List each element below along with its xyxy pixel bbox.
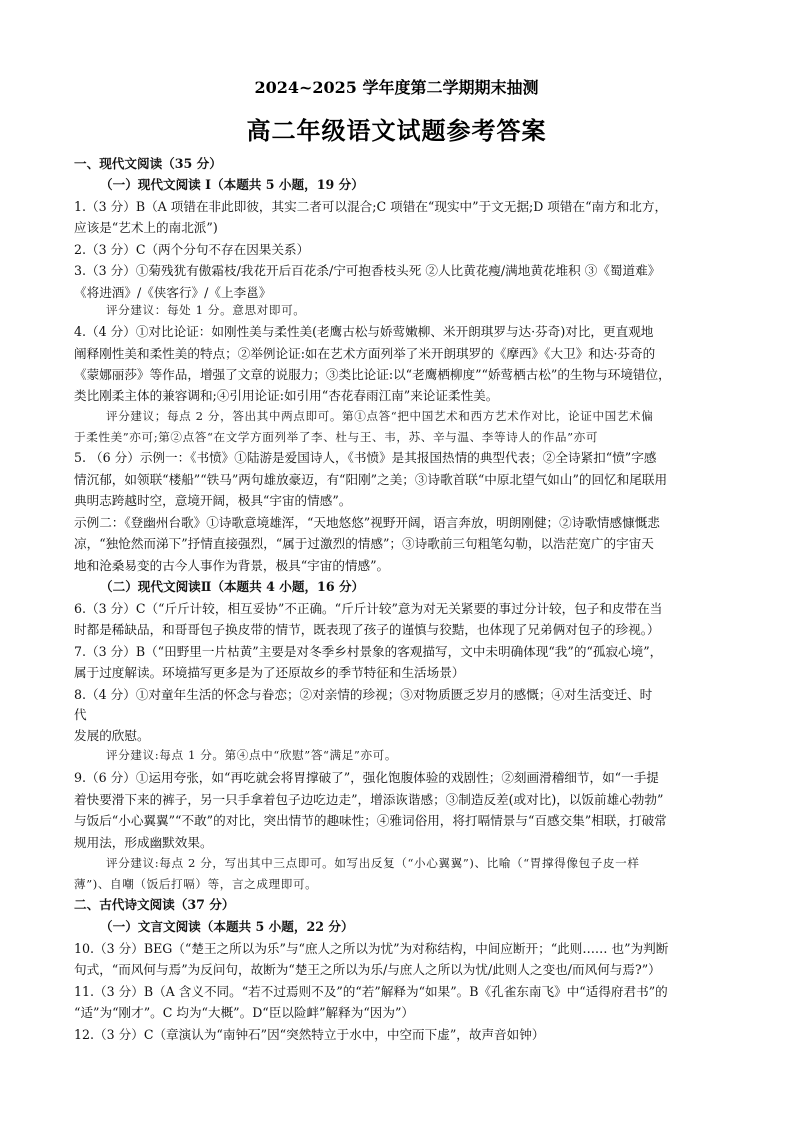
answer-line: 地和沧桑易变的古今人事作为背景，极具“宇宙的情感”。 (74, 558, 390, 573)
answer-line: 1.（3 分）B（A 项错在非此即彼，其实二者可以混合;C 项错在“现实中”于文无据;D 项错在“南方和北方， (74, 199, 668, 214)
subsection-heading: （一）文言文阅读（本题共 5 小题，22 分） (100, 919, 354, 934)
answer-line: 典明志跨越时空，意境开阔，极具“宇宙的情感”。 (74, 493, 352, 508)
answer-line: 示例二：《登幽州台歌》①诗歌意境雄浑，“天地悠悠”视野开阔，语言奔放，明朗刚健；②诗歌情感慷慨悲 (74, 515, 660, 530)
scoring-note: 评分建议:每点 1 分。第④点中“欣慰”答“满足”亦可。 (106, 748, 398, 762)
scoring-note: 评分建议；每点 2 分，答出其中两点即可。第①点答“把中国艺术和西方艺术作对比，论证中国艺术偏 (106, 409, 654, 423)
answer-line: 规用法，形成幽默效果。 (74, 835, 213, 850)
answer-line: 凉，“独怆然而涕下”抒情直接强烈，“属于过激烈的情感”；③诗歌前三句粗笔勾勒，以浩茫宽广的宇宙天 (74, 536, 654, 551)
exam-title: 2024~2025 学年度第二学期期末抽测 (254, 78, 539, 97)
answer-line: 3.（3 分）①菊残犹有傲霜枝/我花开后百花杀/宁可抱香枝头死 ②人比黄花瘦/满地黄花堆积 ③《蜀道难》 (74, 263, 661, 278)
answer-line: 代 (74, 707, 87, 722)
answer-line: 10.（3 分）BEG（“楚王之所以为乐”与“庶人之所以为忧”为对称结构，中间应断开；“此则…… 也”为判断 (74, 941, 669, 956)
answer-line: 《将进酒》/《侠客行》/《上李邕》 (74, 285, 272, 300)
answer-line: 7.（3 分）B（“田野里一片枯黄”主要是对冬季乡村景象的客观描写，文中未明确体现“我”的“孤寂心境”， (74, 644, 663, 659)
answer-line: 2.（3 分）C（两个分句不存在因果关系） (74, 242, 310, 257)
answer-line: 时都是稀缺品，和哥哥包子换皮带的情节，既表现了孩子的谨慎与狡黠，也体现了兄弟俩对包子的珍视。） (74, 622, 660, 637)
answer-line: 属于过度解读。环境描写更多是为了还原故乡的季节特征和生活场景） (74, 665, 465, 680)
subsection-heading: （一）现代文阅读 I（本题共 5 小题，19 分） (100, 177, 364, 192)
answer-line: 4.（4 分）①对比论证：如刚性美与柔性美(老鹰古松与娇莺嫩柳、米开朗琪罗与达·芬奇)对比，更直观地 (74, 324, 654, 339)
answer-line: 11.（3 分）B（A 含义不同。“若不过焉则不及”的“若”解释为“如果”。B《孔雀东南飞》中“适得府君书”的 (74, 984, 668, 999)
scoring-note: 评分建议:每点 2 分，写出其中三点即可。如写出反复（“小心翼翼”)、比喻（“胃撑得像包子皮一样 (106, 856, 640, 870)
answer-line: 8.（4 分）①对童年生活的怀念与眷恋；②对亲情的珍视；③对物质匮乏岁月的感慨；④对生活变迁、时 (74, 687, 653, 702)
answer-line: 9.（6 分）①运用夸张，如“再吃就会将胃撑破了”，强化饱腹体验的戏剧性；②刻画滑稽细节，如“一手提 (74, 770, 659, 785)
answer-key-title: 高二年级语文试题参考答案 (246, 116, 547, 145)
scoring-note: 评分建议：每处 1 分。意思对即可。 (106, 303, 306, 317)
answer-line: 发展的欣慰。 (74, 728, 150, 743)
answer-line: 5. （6 分）示例一：《书愤》①陆游是爱国诗人，《书愤》是其报国热情的典型代表；②全诗紧扣“愤”字感 (74, 450, 657, 465)
answer-line: 着快要滑下来的裤子，另一只手拿着包子边吃边走”，增添诙谐感；③制造反差(或对比)，以饭前雄心勃勃” (74, 792, 664, 807)
section-heading: 一、现代文阅读（35 分） (74, 156, 222, 171)
answer-line: 6.（3 分）C（“斤斤计较，相互妥协”不正确。“斤斤计较”意为对无关紧要的事过分计较，包子和皮带在当 (74, 601, 663, 616)
subsection-heading: （二）现代文阅读Ⅱ（本题共 4 小题，16 分） (100, 579, 365, 594)
answer-line: 类比刚柔主体的兼容调和;④引用论证:如引用“杏花春雨江南”来论证柔性美。 (74, 388, 499, 403)
answer-line: 阐释刚性美和柔性美的特点；②举例论证:如在艺术方面列举了米开朗琪罗的《摩西》《大卫》和达·芬奇的 (74, 346, 656, 361)
scoring-note: 于柔性美”亦可;第②点答“在文学方面列举了李、杜与王、韦，苏、辛与温、李等诗人的作品”亦可 (74, 430, 599, 444)
scoring-note: 薄”)、自嘲（饭后打嗝）等，言之成理即可。 (74, 877, 318, 891)
answer-line: 情沉郁，如领联“楼船”“铁马”两句雄放豪迈，有“阳刚”之美；③诗歌首联“中原北望气如山”的回忆和尾联用 (74, 472, 668, 487)
answer-line: 与饭后“小心翼翼”“不敢”的对比，突出情节的趣味性；④雅词俗用，将打嗝情景与“百感交集”相联，打破常 (74, 813, 667, 828)
section-heading: 二、古代诗文阅读（37 分） (74, 897, 235, 912)
answer-line: 《蒙娜丽莎》等作品，增强了文章的说服力；③类比论证:以“老鹰栖柳度”“娇莺栖古松”的生物与环境错位， (74, 367, 671, 382)
answer-line: 应该是“艺术上的南北派”) (74, 220, 218, 235)
answer-line: 12.（3 分）C（章演认为“南钟石”因“突然特立于水中，中空而下虚”，故声音如钟） (74, 1027, 545, 1042)
answer-line: 句式，“而风何与焉”为反问句，故断为“楚王之所以为乐/与庶人之所以为忧/此则人之变也/而风何与焉?”） (74, 962, 661, 977)
answer-line: “适”为“刚才”。C 均为“大概”。D“臣以险衅”解释为“因为”） (74, 1005, 414, 1020)
